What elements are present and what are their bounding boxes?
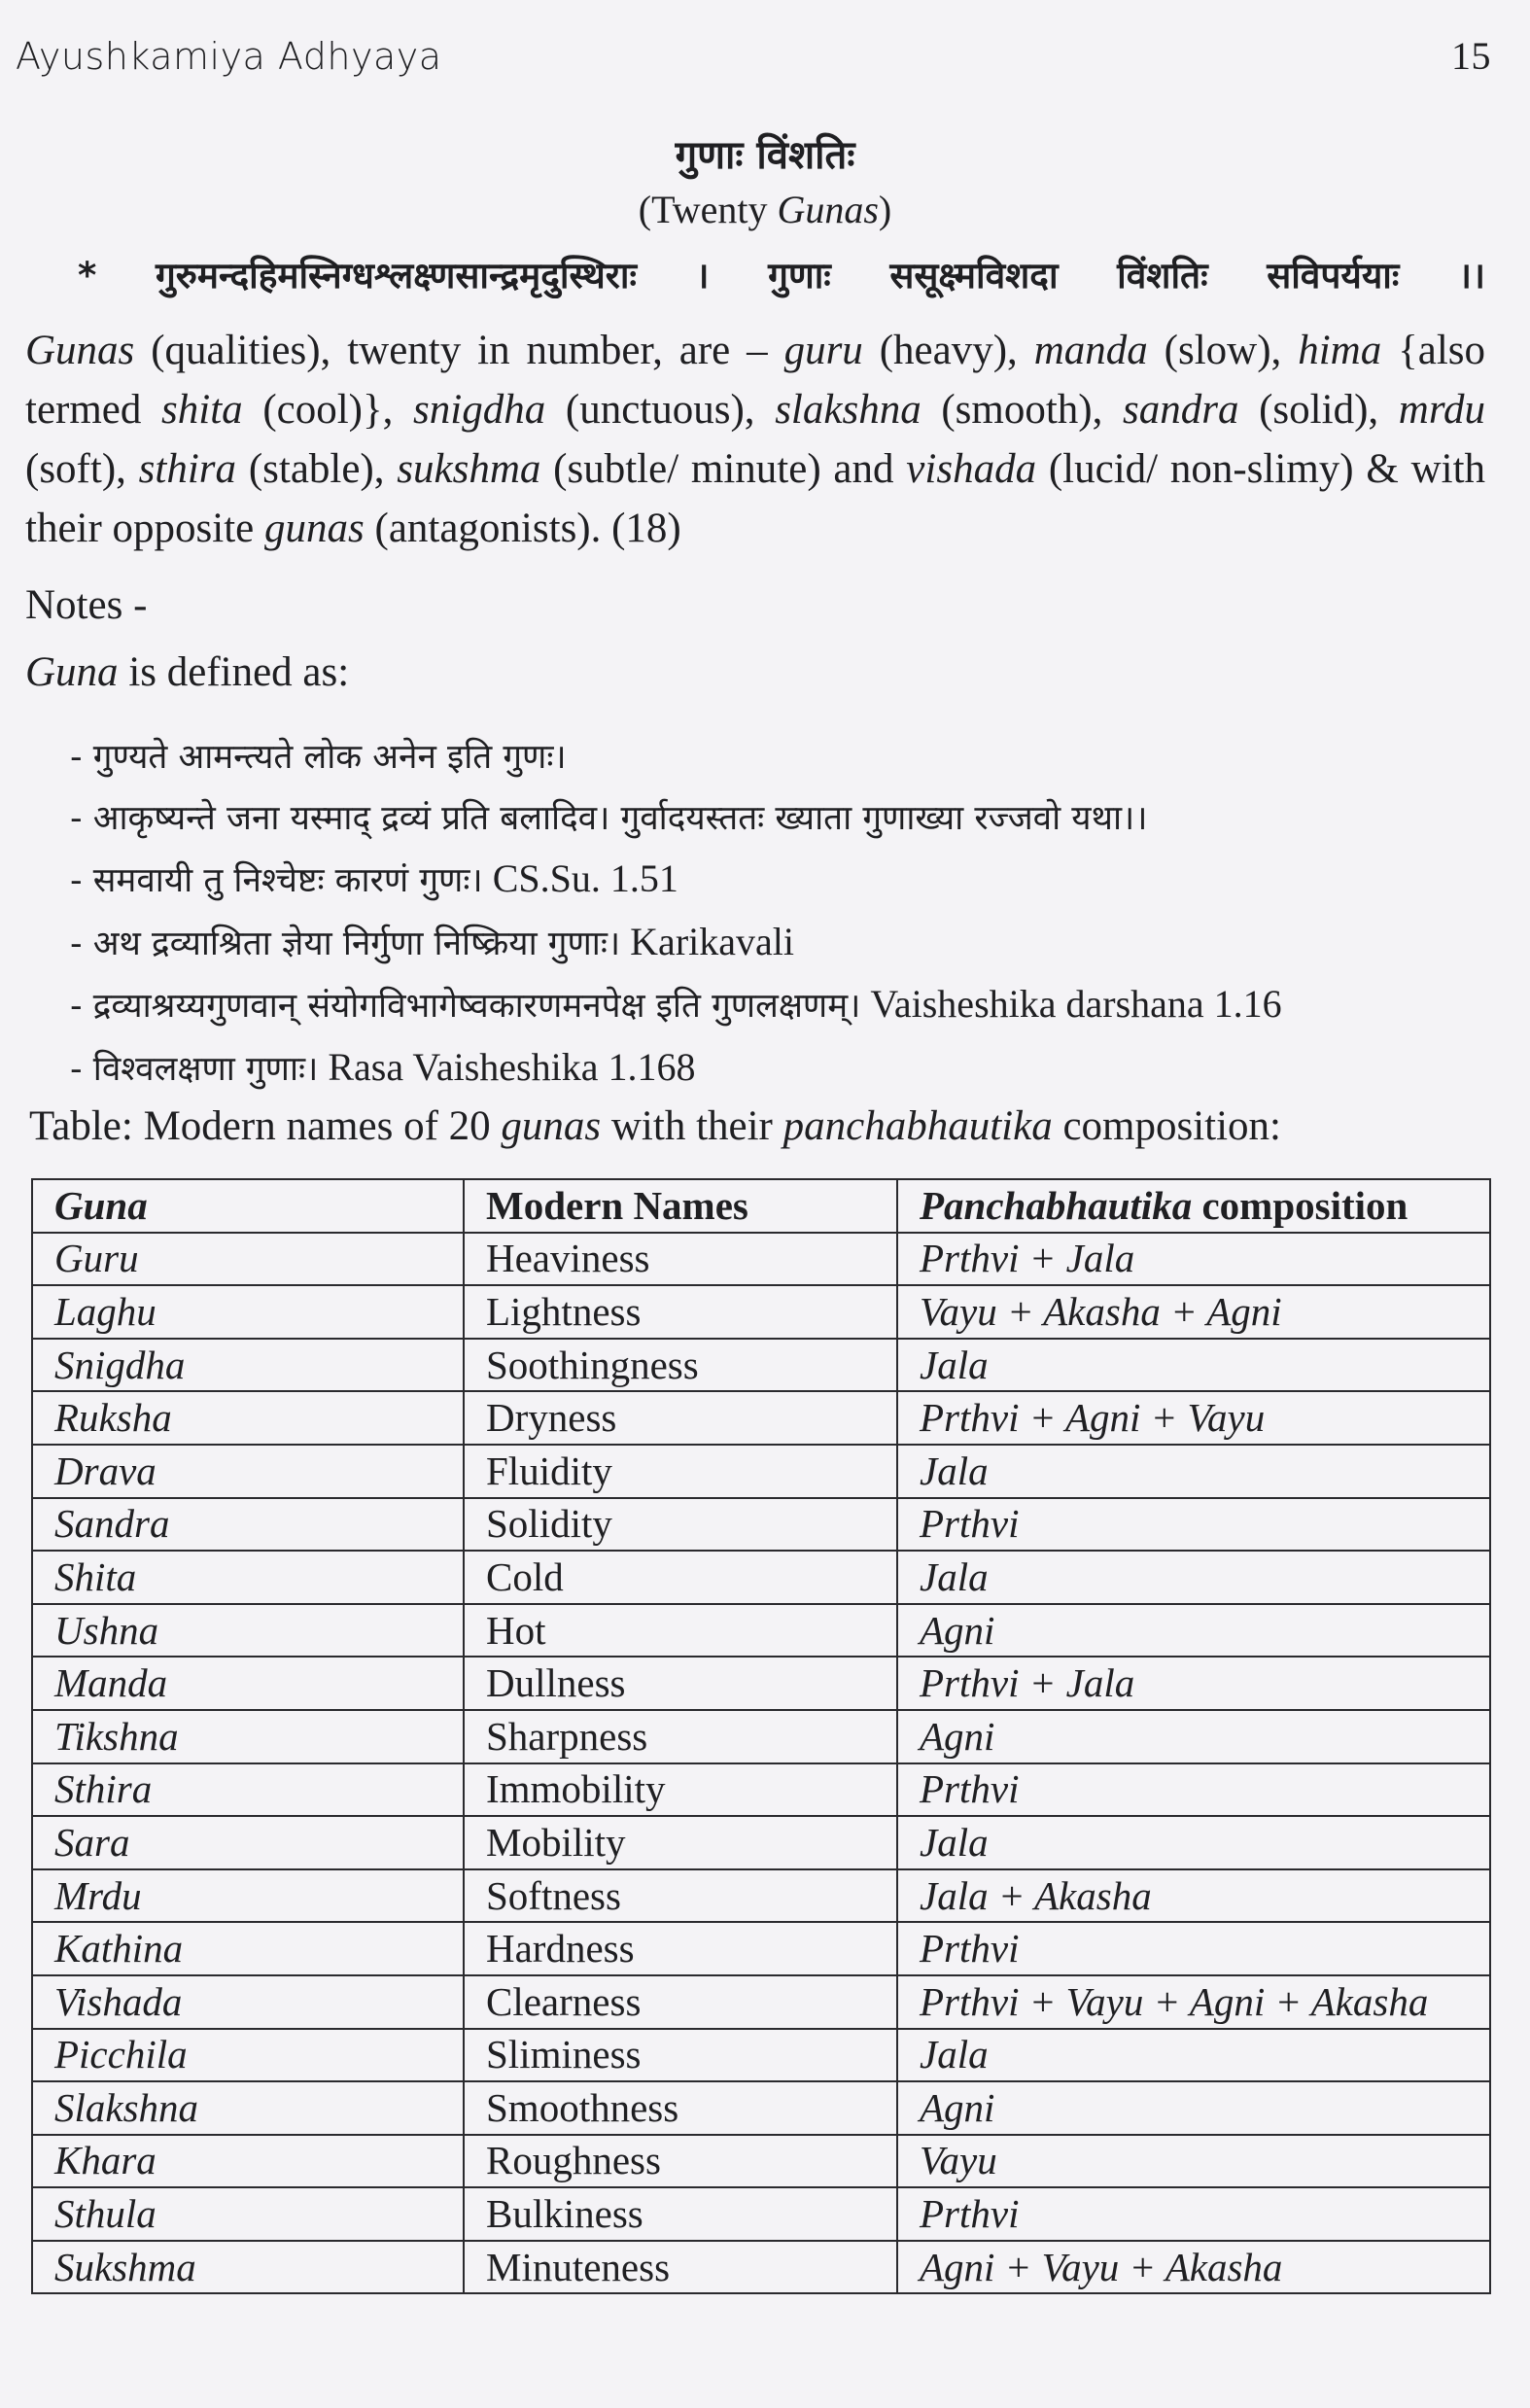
cell-modern-name: Mobility [464, 1816, 897, 1869]
cell-guna: Ushna [32, 1604, 464, 1658]
table-row [32, 1763, 1490, 1817]
cell-modern-name: Hardness [464, 1922, 897, 1975]
table-row [32, 2135, 1490, 2188]
cell-modern-name: Sharpness [464, 1710, 897, 1763]
paragraph-segment: mrdu [1398, 387, 1485, 433]
paragraph-segment: (subtle/ minute) and [540, 446, 907, 492]
cell-modern-name: Fluidity [464, 1445, 897, 1498]
definition-item [70, 849, 1501, 912]
paragraph-segment: vishada [906, 446, 1037, 492]
table-row [32, 1498, 1490, 1552]
cell-modern-name: Solidity [464, 1498, 897, 1552]
translation-paragraph [25, 321, 1485, 558]
caption-segment: gunas [501, 1103, 602, 1149]
cell-modern-name: Dryness [464, 1391, 897, 1445]
cell-composition: Prthvi [897, 1498, 1490, 1552]
definition-sanskrit: - द्रव्याश्रय्यगुणवान् संयोगविभागेष्वकारणमनपेक्ष इति गुणलक्षणम्। [70, 987, 861, 1026]
paragraph-segment: (unctuous), [545, 387, 776, 433]
definition-sanskrit: - समवायी तु निश्चेष्टः कारणं गुणः। [70, 861, 483, 900]
cell-composition: Jala [897, 1339, 1490, 1392]
header-composition [897, 1179, 1490, 1233]
paragraph-segment: (lucid/ non-slimy) & with their opposite [25, 446, 1486, 551]
cell-guna: Sthula [32, 2187, 464, 2241]
table-row [32, 1285, 1490, 1339]
header-guna: Guna [32, 1179, 464, 1233]
cell-modern-name: Cold [464, 1551, 897, 1604]
table-body [32, 1233, 1490, 2294]
table-header-row [32, 1179, 1490, 1233]
cell-composition: Vayu + Akasha + Agni [897, 1285, 1490, 1339]
cell-composition: Agni [897, 2081, 1490, 2135]
section-heading-english [0, 187, 1530, 232]
paragraph-segment: gunas [264, 506, 365, 551]
cell-guna: Kathina [32, 1922, 464, 1975]
cell-composition: Jala [897, 1816, 1490, 1869]
header-composition-italic: Panchabhautika [920, 1182, 1193, 1228]
paragraph-segment: (heavy), [862, 328, 1034, 373]
cell-guna: Drava [32, 1445, 464, 1498]
cell-modern-name: Lightness [464, 1285, 897, 1339]
cell-composition: Jala [897, 1445, 1490, 1498]
cell-modern-name: Minuteness [464, 2241, 897, 2294]
paragraph-segment: hima [1298, 328, 1382, 373]
running-head-title: Ayushkamiya Adhyaya [16, 35, 442, 78]
definition-sanskrit: - अथ द्रव्याश्रिता ज्ञेया निर्गुणा निष्क्रिया गुणाः। [70, 924, 621, 963]
paragraph-segment: (slow), [1147, 328, 1299, 373]
cell-modern-name: Softness [464, 1869, 897, 1923]
cell-guna: Khara [32, 2135, 464, 2188]
cell-composition: Agni + Vayu + Akasha [897, 2241, 1490, 2294]
cell-composition: Prthvi [897, 1922, 1490, 1975]
table-row [32, 1816, 1490, 1869]
paragraph-segment: guru [783, 328, 863, 373]
caption-segment: Table: Modern names of 20 [29, 1103, 502, 1149]
cell-modern-name: Soothingness [464, 1339, 897, 1392]
definition-sanskrit: - विश्वलक्षणा गुणाः। [70, 1049, 319, 1089]
paragraph-segment: (cool)}, [242, 387, 414, 433]
gunas-table [31, 1178, 1491, 2294]
cell-modern-name: Clearness [464, 1975, 897, 2029]
definition-item [70, 788, 1501, 850]
paragraph-segment: sukshma [397, 446, 541, 492]
cell-composition: Prthvi + Jala [897, 1657, 1490, 1710]
cell-modern-name: Roughness [464, 2135, 897, 2188]
cell-guna: Vishada [32, 1975, 464, 2029]
paragraph-segment: (smooth), [921, 387, 1123, 433]
table-row [32, 2081, 1490, 2135]
cell-guna: Mrdu [32, 1869, 464, 1923]
cell-composition: Prthvi [897, 1763, 1490, 1817]
definition-item [70, 912, 1501, 975]
heading-pre: (Twenty [638, 188, 778, 231]
table-row [32, 1233, 1490, 1286]
heading-post: ) [878, 188, 892, 231]
table-row [32, 1551, 1490, 1604]
guna-definition-intro [25, 648, 349, 696]
table-row [32, 2187, 1490, 2241]
paragraph-segment: shita [161, 387, 243, 433]
cell-guna: Manda [32, 1657, 464, 1710]
caption-segment: with their [601, 1103, 783, 1149]
cell-composition: Prthvi + Vayu + Agni + Akasha [897, 1975, 1490, 2029]
cell-guna: Sukshma [32, 2241, 464, 2294]
paragraph-segment: snigdha [413, 387, 546, 433]
header-composition-plain: composition [1192, 1182, 1408, 1228]
defined-as: is defined as: [118, 649, 350, 695]
section-heading-devanagari: गुणाः विंशतिः [675, 133, 855, 178]
table-caption [29, 1102, 1491, 1150]
table-row [32, 1391, 1490, 1445]
definition-reference: Rasa Vaisheshika 1.168 [318, 1044, 696, 1089]
cell-modern-name: Dullness [464, 1657, 897, 1710]
cell-guna: Guru [32, 1233, 464, 1286]
table-row [32, 1339, 1490, 1392]
cell-composition: Prthvi [897, 2187, 1490, 2241]
paragraph-segment: (soft), [25, 446, 139, 492]
paragraph-segment: (qualities), twenty in number, are – [134, 328, 784, 373]
definition-item [70, 974, 1501, 1037]
table-row [32, 1604, 1490, 1658]
table-row [32, 1975, 1490, 2029]
cell-modern-name: Smoothness [464, 2081, 897, 2135]
cell-modern-name: Heaviness [464, 1233, 897, 1286]
cell-guna: Laghu [32, 1285, 464, 1339]
cell-guna: Slakshna [32, 2081, 464, 2135]
header-modern-names: Modern Names [464, 1179, 897, 1233]
paragraph-segment: manda [1033, 328, 1148, 373]
paragraph-segment: Gunas [25, 328, 135, 373]
cell-modern-name: Immobility [464, 1763, 897, 1817]
paragraph-segment: sandra [1123, 387, 1239, 433]
cell-guna: Ruksha [32, 1391, 464, 1445]
cell-composition: Prthvi + Jala [897, 1233, 1490, 1286]
cell-modern-name: Bulkiness [464, 2187, 897, 2241]
page-number: 15 [1451, 34, 1491, 78]
paragraph-segment: (solid), [1238, 387, 1399, 433]
table-row [32, 1710, 1490, 1763]
definition-list [70, 727, 1501, 1099]
definition-reference: Vaisheshika darshana 1.16 [860, 982, 1282, 1026]
cell-guna: Sara [32, 1816, 464, 1869]
definition-reference: Karikavali [620, 919, 794, 963]
cell-composition: Jala [897, 1551, 1490, 1604]
paragraph-segment: sthira [138, 446, 237, 492]
definition-sanskrit: - गुण्यते आमन्त्यते लोक अनेन इति गुणः। [70, 738, 567, 777]
cell-modern-name: Sliminess [464, 2029, 897, 2082]
definition-item [70, 727, 1501, 788]
table-row [32, 2241, 1490, 2294]
paragraph-segment: {also termed [25, 328, 1485, 433]
definition-item [70, 1037, 1501, 1100]
table-row [32, 1922, 1490, 1975]
caption-segment: composition: [1052, 1103, 1282, 1149]
table-row [32, 1657, 1490, 1710]
definition-sanskrit: - आकृष्यन्ते जना यस्माद् द्रव्यं प्रति बलादिव। गुर्वादयस्ततः ख्याता गुणाख्या रज्जवो यथा।। [70, 798, 1148, 838]
table-row [32, 1445, 1490, 1498]
cell-composition: Prthvi + Agni + Vayu [897, 1391, 1490, 1445]
running-head [16, 33, 1491, 79]
cell-guna: Shita [32, 1551, 464, 1604]
cell-guna: Tikshna [32, 1710, 464, 1763]
notes-title: Notes - [25, 582, 148, 628]
caption-segment: panchabhautika [782, 1103, 1053, 1149]
paragraph-segment: (stable), [236, 446, 398, 492]
paragraph-segment: (antagonists). (18) [364, 506, 681, 551]
cell-guna: Snigdha [32, 1339, 464, 1392]
cell-composition: Jala [897, 2029, 1490, 2082]
cell-composition: Jala + Akasha [897, 1869, 1490, 1923]
cell-composition: Agni [897, 1710, 1490, 1763]
cell-modern-name: Hot [464, 1604, 897, 1658]
definition-reference: CS.Su. 1.51 [482, 856, 678, 900]
cell-composition: Agni [897, 1604, 1490, 1658]
sanskrit-verse: * गुरुमन्दहिमस्निग्धश्लक्ष्णसान्द्रमृदुस्थिराः । गुणाः ससूक्ष्मविशदा विंशतिः सविपर्ययाः ।। [78, 255, 1485, 297]
table-row [32, 1869, 1490, 1923]
paragraph-segment: slakshna [775, 387, 921, 433]
table-row [32, 2029, 1490, 2082]
guna-word: Guna [25, 649, 119, 695]
cell-guna: Sandra [32, 1498, 464, 1552]
cell-composition: Vayu [897, 2135, 1490, 2188]
cell-guna: Picchila [32, 2029, 464, 2082]
cell-guna: Sthira [32, 1763, 464, 1817]
heading-italic: Gunas [777, 188, 879, 231]
